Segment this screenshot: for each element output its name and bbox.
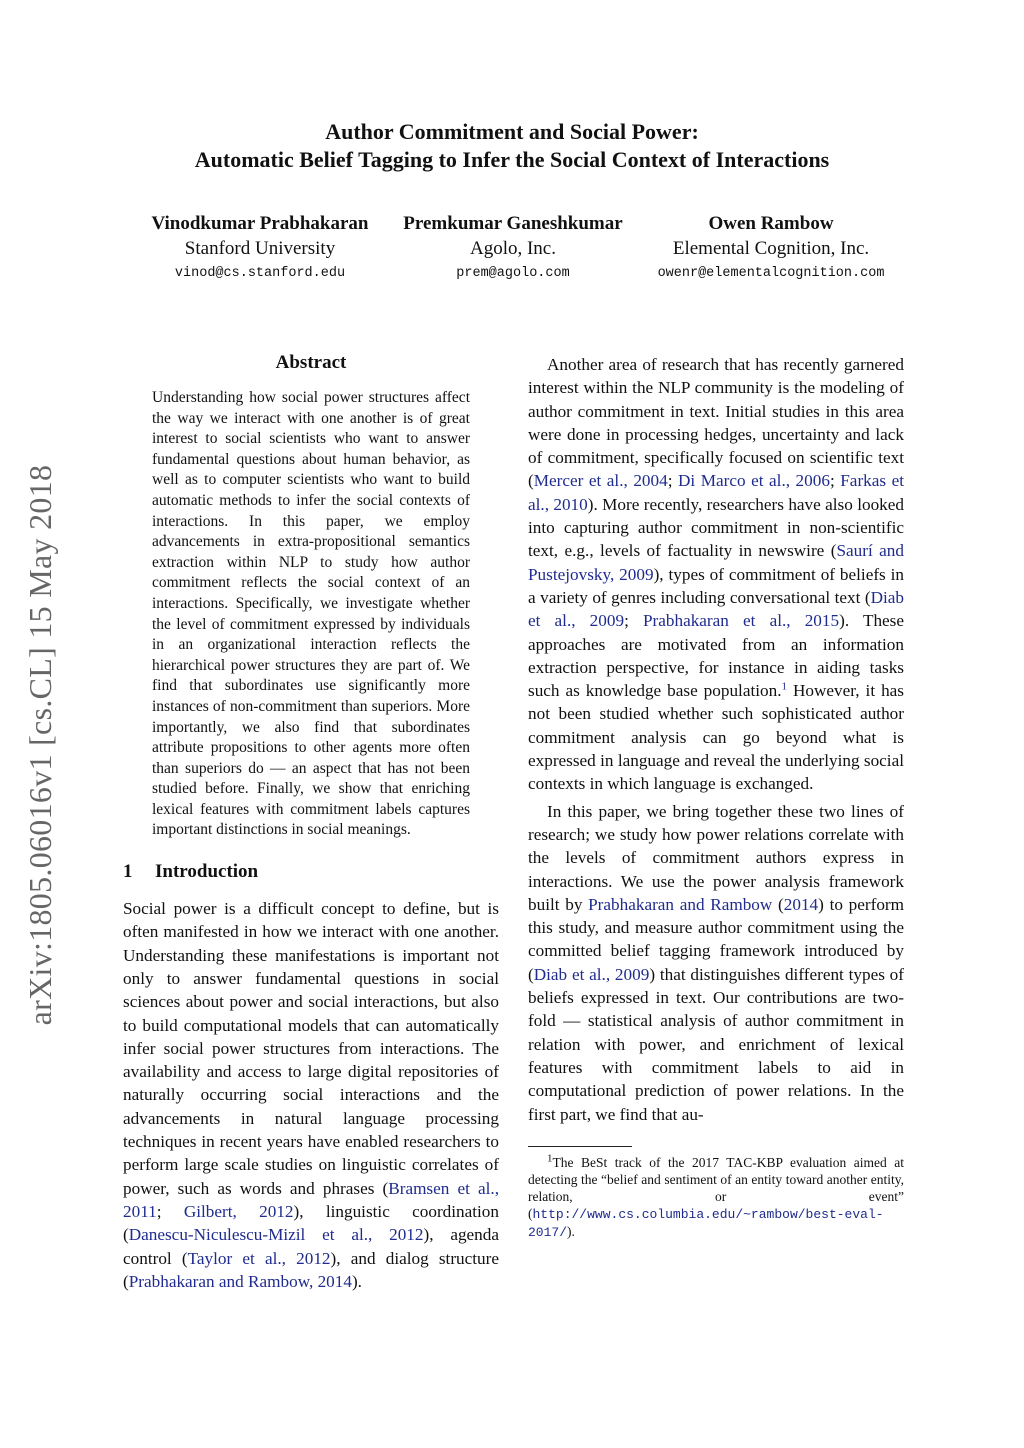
citation-link[interactable]: Diab et al., 2009: [528, 587, 904, 631]
footnote-marker[interactable]: 1: [781, 680, 787, 693]
author-name: Vinodkumar Prabhakaran: [151, 213, 369, 234]
author-name: Premkumar Ganeshkumar: [403, 213, 623, 234]
citation-link[interactable]: 2014: [783, 894, 819, 914]
section-title: Introduction: [155, 861, 259, 883]
citation-link[interactable]: Diab et al., 2009: [533, 964, 650, 984]
right-column: [528, 353, 904, 1241]
author-block-2: [393, 212, 633, 286]
citation-link[interactable]: Taylor et al., 2012: [187, 1248, 331, 1268]
intro-paragraph-1: [123, 897, 499, 1293]
arxiv-id: arXiv:1805.06016v1 [cs.CL] 15 May 2018: [22, 464, 58, 1026]
text-run: ) that distinguishes different types of beliefs expressed in text. Our contributions are two-fold — statistical analysis of author commitment in relation with power, and enrichment of lexical features with commitment labels to aid in computational prediction of power relations. In the first part, we find that au-: [528, 964, 905, 1124]
intro-paragraph-2: [528, 353, 904, 796]
text-run: (: [772, 894, 784, 914]
text-run: ), linguistic coordination (: [123, 1201, 499, 1245]
text-run: ), and dialog structure (: [123, 1248, 499, 1291]
text-run: ). These approaches are motivated from an information extraction perspective, for instance in aiding tasks such as knowledge base population.: [528, 611, 904, 701]
text-run: ;: [624, 611, 643, 631]
author-affiliation: Stanford University: [184, 238, 336, 259]
citation-link[interactable]: Farkas et al., 2010: [528, 471, 904, 514]
paper-title: [0, 118, 1024, 174]
text-run: ;: [829, 471, 841, 491]
section-number: 1: [123, 861, 133, 883]
citation-link[interactable]: Danescu-Niculescu-Mizil et al., 2012: [128, 1225, 424, 1245]
citation-link[interactable]: Bramsen et al., 2011: [123, 1178, 500, 1221]
citation-link[interactable]: Mercer et al., 2004: [533, 471, 668, 491]
abstract-heading: Abstract: [275, 352, 347, 373]
footnote-text: The BeSt track of the 2017 TAC-KBP evaluation aimed at detecting the “belief and sentiment of an entity toward another entity, relation, or event” (: [528, 1154, 904, 1221]
footnote-divider: [528, 1146, 632, 1147]
text-run: ).: [351, 1271, 362, 1291]
title-line-2: Automatic Belief Tagging to Infer the Social Context of Interactions: [194, 147, 830, 172]
text-run: Social power is a difficult concept to define, but is often manifested in how we interact with one another. Understanding these manifestations is important not only to answer fundamental questions in social sciences about power and social interactions, but also to build computational models that can automatically infer social power structures from interactions. The availability and access to large digital repositories of naturally occurring social interactions and the advancements in natural language processing techniques in recent years have enabled researchers to perform large scale studies on linguistic correlates of power, such as words and phrases (: [123, 899, 499, 1198]
text-run: ;: [156, 1201, 184, 1221]
text-run: ) to perform this study, and measure author commitment using the committed belief tagging framework introduced by (: [528, 894, 905, 984]
citation-link[interactable]: Prabhakaran and Rambow, 2014: [128, 1271, 352, 1291]
text-run: ), agenda control (: [123, 1225, 499, 1268]
text-run: In this paper, we bring together these two lines of research; we study how power relations correlate with the levels of commitment authors express in interactions. We use the power analysis framework built by: [528, 801, 904, 914]
author-affiliation: Elemental Cognition, Inc.: [672, 238, 870, 259]
text-run: However, it has not been studied whether such sophisticated author commitment analysis can go beyond what is expressed in language and reveal the underlying social contexts in which language is exchanged.: [528, 681, 904, 794]
text-run: ). More recently, researchers have also looked into capturing author commitment in non-scientific text, e.g., levels of factuality in newswire (: [528, 494, 904, 561]
author-block-3: [640, 212, 902, 286]
intro-paragraph-3: [528, 800, 904, 1126]
citation-link[interactable]: Gilbert, 2012: [183, 1201, 294, 1221]
footnote-url-link[interactable]: http://www.cs.columbia.edu/~rambow/best-eval-2017/: [528, 1206, 884, 1240]
left-column: [123, 350, 499, 1293]
title-line-1: Author Commitment and Social Power:: [325, 119, 699, 144]
citation-link[interactable]: Saurí and Pustejovsky, 2009: [528, 541, 904, 584]
footnote-number: 1: [547, 1152, 553, 1165]
author-email: owenr@elementalcognition.com: [657, 266, 885, 281]
author-name: Owen Rambow: [708, 213, 834, 234]
author-block-1: [140, 212, 380, 286]
author-email: vinod@cs.stanford.edu: [174, 266, 346, 281]
abstract-text: Understanding how social power structures affect the way we interact with one another is of great interest to social scientists who want to answer fundamental questions about human behavior, as well as to computer scientists who want to build automatic methods to infer the social contexts of interactions. In this paper, we employ advancements in extra-propositional semantics extraction within NLP to study how author commitment reflects the social context of an interactions. Specifically, we investigate whether the level of commitment expressed by individuals in an organizational interaction reflects the hierarchical power structures they are part of. We find that subordinates use significantly more instances of non-commitment than superiors. More importantly, we also find that subordinates attribute propositions to other agents more often than superiors do — an aspect that has not been studied before. Finally, we show that enriching lexical features with commitment labels captures important distinctions in social meanings.: [152, 389, 470, 839]
footnote-text-end: ).: [567, 1223, 575, 1239]
text-run: ), types of commitment of beliefs in a variety of genres including conversational text (: [528, 564, 905, 607]
author-affiliation: Agolo, Inc.: [469, 238, 556, 259]
citation-link[interactable]: Prabhakaran and Rambow: [588, 894, 773, 914]
citation-link[interactable]: Di Marco et al., 2006: [678, 471, 830, 491]
text-run: Another area of research that has recently garnered interest within the NLP community is the modeling of author commitment in text. Initial studies in this area were done in processing hedges, uncertainty and lack of commitment, specifically focused on scientific text (: [528, 355, 904, 491]
citation-link[interactable]: Prabhakaran et al., 2015: [642, 611, 840, 631]
author-email: prem@agolo.com: [456, 266, 570, 281]
footnote: [528, 1154, 904, 1241]
section-heading-introduction: [123, 859, 499, 885]
text-run: ;: [667, 471, 679, 491]
